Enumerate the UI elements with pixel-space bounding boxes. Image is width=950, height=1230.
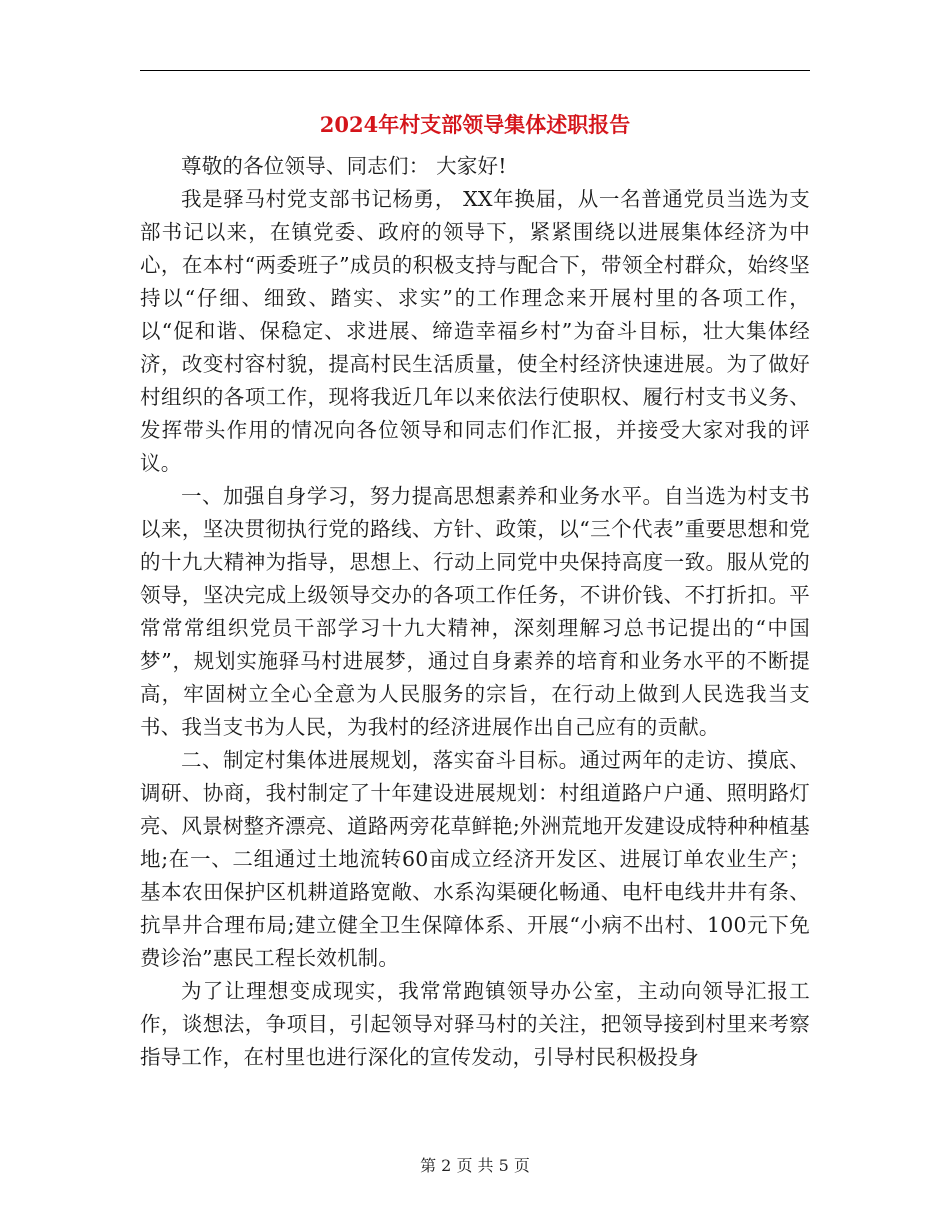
page-number-footer: 第 2 页 共 5 页 [420, 1156, 530, 1175]
header-rule [140, 70, 810, 71]
document-title: 2024年村支部领导集体述职报告 [319, 112, 631, 137]
section-two-paragraph: 二、制定村集体进展规划，落实奋斗目标。通过两年的走访、摸底、调研、协商，我村制定了十年建设进展规划：村组道路户户通、照明路灯亮、风景树整齐漂亮、道路两旁花草鲜艳;外洲荒地开发建设成特种种植基地;在一、二组通过土地流转60亩成立经济开发区、进展订单农业生产；基本农田保护区机耕道路宽敞、水系沟渠硬化畅通、电杆电线井井有条、抗旱井合理布局;建立健全卫生保障体系、开展“小病不出村、100元下免费诊治”惠民工程长效机制。 [140, 748, 810, 970]
section-one-paragraph: 一、加强自身学习，努力提高思想素养和业务水平。自当选为村支书以来，坚决贯彻执行党的路线、方针、政策，以“三个代表”重要思想和党的十九大精神为指导，思想上、行动上同党中央保持高度一致。服从党的领导，坚决完成上级领导交办的各项工作任务，不讲价钱、不打折扣。平常常常组织党员干部学习十九大精神，深刻理解习总书记提出的“中国梦”，规划实施驿马村进展梦，通过自身素养的培育和业务水平的不断提高，牢固树立全心全意为人民服务的宗旨，在行动上做到人民选我当支书、我当支书为人民，为我村的经济进展作出自己应有的贡献。 [140, 484, 810, 739]
greeting-paragraph: 尊敬的各位领导、同志们： 大家好! [181, 154, 507, 178]
document-body [140, 150, 810, 1074]
closing-paragraph: 为了让理想变成现实，我常常跑镇领导办公室，主动向领导汇报工作，谈想法，争项目，引起领导对驿马村的关注，把领导接到村里来考察指导工作，在村里也进行深化的宣传发动，引导村民积极投身 [140, 979, 810, 1069]
intro-paragraph: 我是驿马村党支部书记杨勇， XX年换届，从一名普通党员当选为支部书记以来，在镇党委、政府的领导下，紧紧围绕以进展集体经济为中心，在本村“两委班子”成员的积极支持与配合下，带领全村群众，始终坚持以“仔细、细致、踏实、求实”的工作理念来开展村里的各项工作，以“促和谐、保稳定、求进展、缔造幸福乡村”为奋斗目标，壮大集体经济，改变村容村貌，提高村民生活质量，使全村经济快速进展。为了做好村组织的各项工作，现将我近几年以来依法行使职权、履行村支书义务、发挥带头作用的情况向各位领导和同志们作汇报，并接受大家对我的评议。 [140, 187, 810, 475]
